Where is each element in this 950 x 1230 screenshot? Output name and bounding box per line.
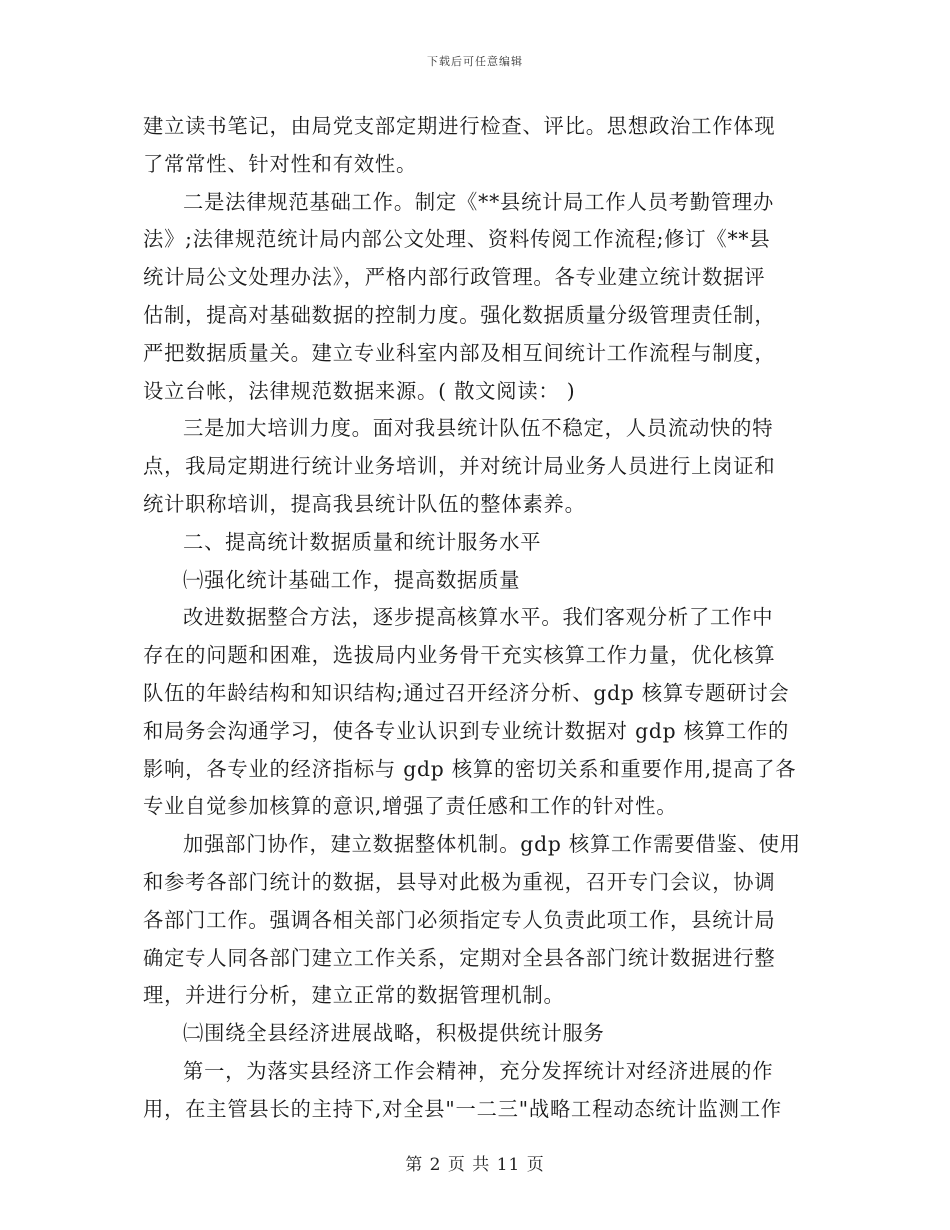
text-line: 了常常性、针对性和有效性。 bbox=[143, 151, 418, 176]
page-number: 第 2 页 共 11 页 bbox=[405, 1155, 545, 1175]
text-line: 统计局公文处理办法》，严格内部行政管理。各专业建立统计数据评 bbox=[143, 265, 766, 290]
header-note: 下载后可任意编辑 bbox=[427, 55, 523, 68]
text-line: ㈡围绕全县经济进展战略，积极提供统计服务 bbox=[183, 1021, 605, 1046]
text-line: 第一，为落实县经济工作会精神，充分发挥统计对经济进展的作 bbox=[183, 1058, 774, 1083]
text-line: 改进数据整合方法，逐步提高核算水平。我们客观分析了工作中 bbox=[183, 605, 774, 630]
text-line: 建立读书笔记，由局党支部定期进行检查、评比。思想政治工作体现 bbox=[143, 114, 776, 138]
text-line: 设立台帐，法律规范数据来源。( 散文阅读： ) bbox=[143, 378, 576, 403]
text-line: 理，并进行分析，建立正常的数据管理机制。 bbox=[143, 983, 565, 1008]
text-line: 各部门工作。强调各相关部门必须指定专人负责此项工作，县统计局 bbox=[143, 907, 776, 932]
text-line: 和局务会沟通学习，使各专业认识到专业统计数据对 gdp 核算工作的 bbox=[143, 718, 790, 743]
document-body bbox=[143, 108, 811, 1129]
text-line: 统计职称培训，提高我县统计队伍的整体素养。 bbox=[143, 491, 586, 516]
text-line: 三是加大培训力度。面对我县统计队伍不稳定，人员流动快的特 bbox=[183, 416, 774, 441]
text-line: 用，在主管县长的主持下,对全县"一二三"战略工程动态统计监测工作 bbox=[143, 1096, 782, 1121]
text-line: 估制，提高对基础数据的控制力度。强化数据质量分级管理责任制， bbox=[143, 302, 776, 327]
text-line: 存在的问题和困难，选拔局内业务骨干充实核算工作力量，优化核算 bbox=[143, 643, 776, 668]
text-line: 二、提高统计数据质量和统计服务水平 bbox=[183, 529, 542, 554]
text-line: 严把数据质量关。建立专业科室内部及相互间统计工作流程与制度， bbox=[143, 340, 776, 365]
text-line: 和参考各部门统计的数据，县导对此极为重视，召开专门会议，协调 bbox=[143, 869, 776, 894]
text-line: 队伍的年龄结构和知识结构;通过召开经济分析、gdp 核算专题研讨会 bbox=[143, 680, 790, 705]
text-line: 专业自觉参加核算的意识,增强了责任感和工作的针对性。 bbox=[143, 794, 678, 819]
text-line: 点，我局定期进行统计业务培训，并对统计局业务人员进行上岗证和 bbox=[143, 454, 776, 479]
text-line: 二是法律规范基础工作。制定《**县统计局工作人员考勤管理办 bbox=[183, 189, 775, 214]
text-line: 加强部门协作，建立数据整体机制。gdp 核算工作需要借鉴、使用 bbox=[183, 832, 801, 857]
text-line: 影响，各专业的经济指标与 gdp 核算的密切关系和重要作用,提高了各 bbox=[143, 756, 797, 781]
text-line: 法》;法律规范统计局内部公文处理、资料传阅工作流程;修订《**县 bbox=[143, 227, 771, 252]
text-line: 确定专人同各部门建立工作关系，定期对全县各部门统计数据进行整 bbox=[143, 945, 776, 970]
text-line: ㈠强化统计基础工作，提高数据质量 bbox=[183, 567, 521, 592]
